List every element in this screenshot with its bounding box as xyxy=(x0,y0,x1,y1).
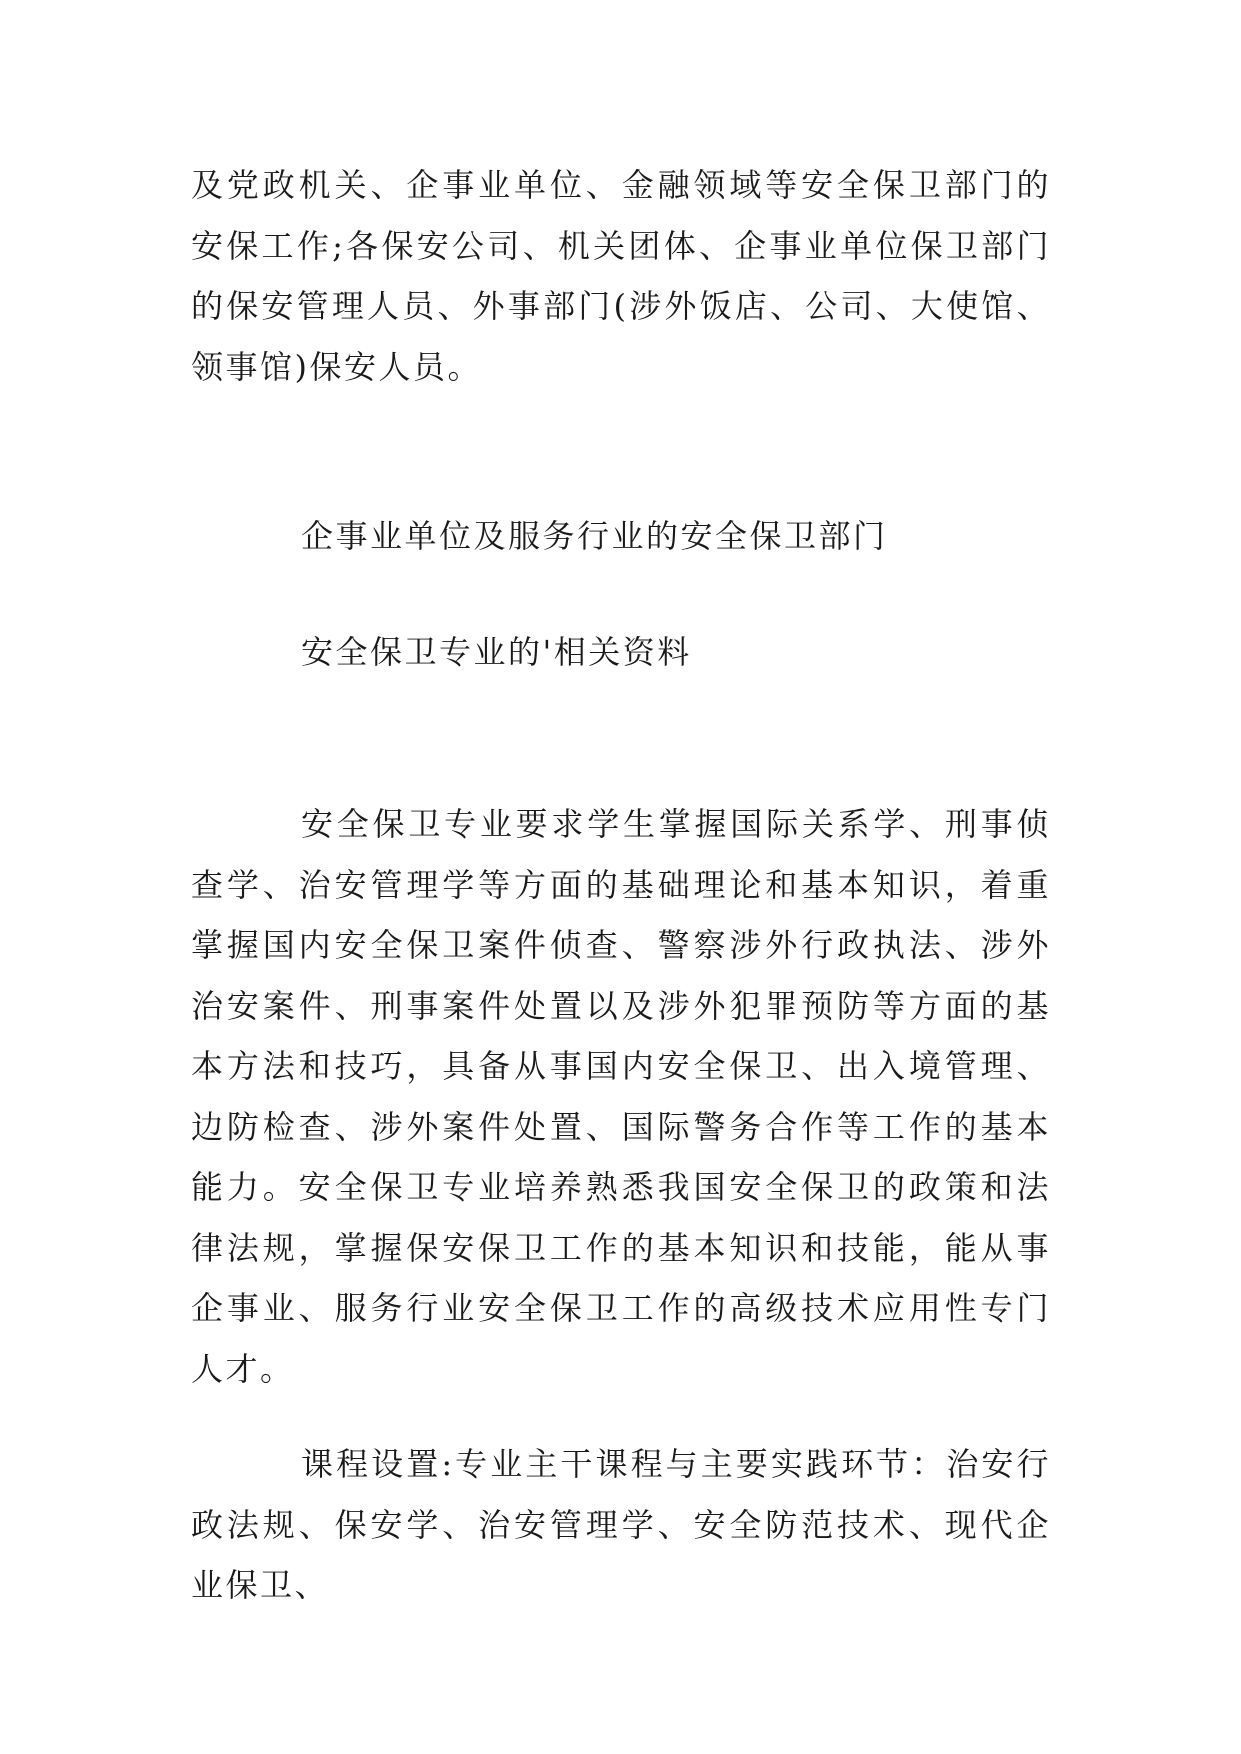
body-paragraph-requirements: 安全保卫专业要求学生掌握国际关系学、刑事侦查学、治安管理学等方面的基础理论和基本知识，着重掌握国内安全保卫案件侦查、警察涉外行政执法、涉外治安案件、刑事案件处置以及涉外犯罪预防等方面的基本方法和技巧，具备从事国内安全保卫、出入境管理、边防检查、涉外案件处置、国际警务合作等工作的基本能力。安全保卫专业培养熟悉我国安全保卫的政策和法律法规，掌握保安保卫工作的基本知识和技能，能从事企事业、服务行业安全保卫工作的高级技术应用性专门人才。 xyxy=(191,805,1051,1388)
section-heading-related-info: 安全保卫专业的'相关资料 xyxy=(301,633,692,671)
body-paragraph-continuation: 及党政机关、企事业单位、金融领域等安全保卫部门的安保工作;各保安公司、机关团体、企事业单位保卫部门的保安管理人员、外事部门(涉外饭店、公司、大使馆、领事馆)保安人员。 xyxy=(191,166,1051,386)
body-paragraph-courses: 课程设置:专业主干课程与主要实践环节：治安行政法规、保安学、治安管理学、安全防范技术、现代企业保卫、 xyxy=(191,1445,1051,1604)
section-line-departments: 企事业单位及服务行业的安全保卫部门 xyxy=(301,517,888,555)
